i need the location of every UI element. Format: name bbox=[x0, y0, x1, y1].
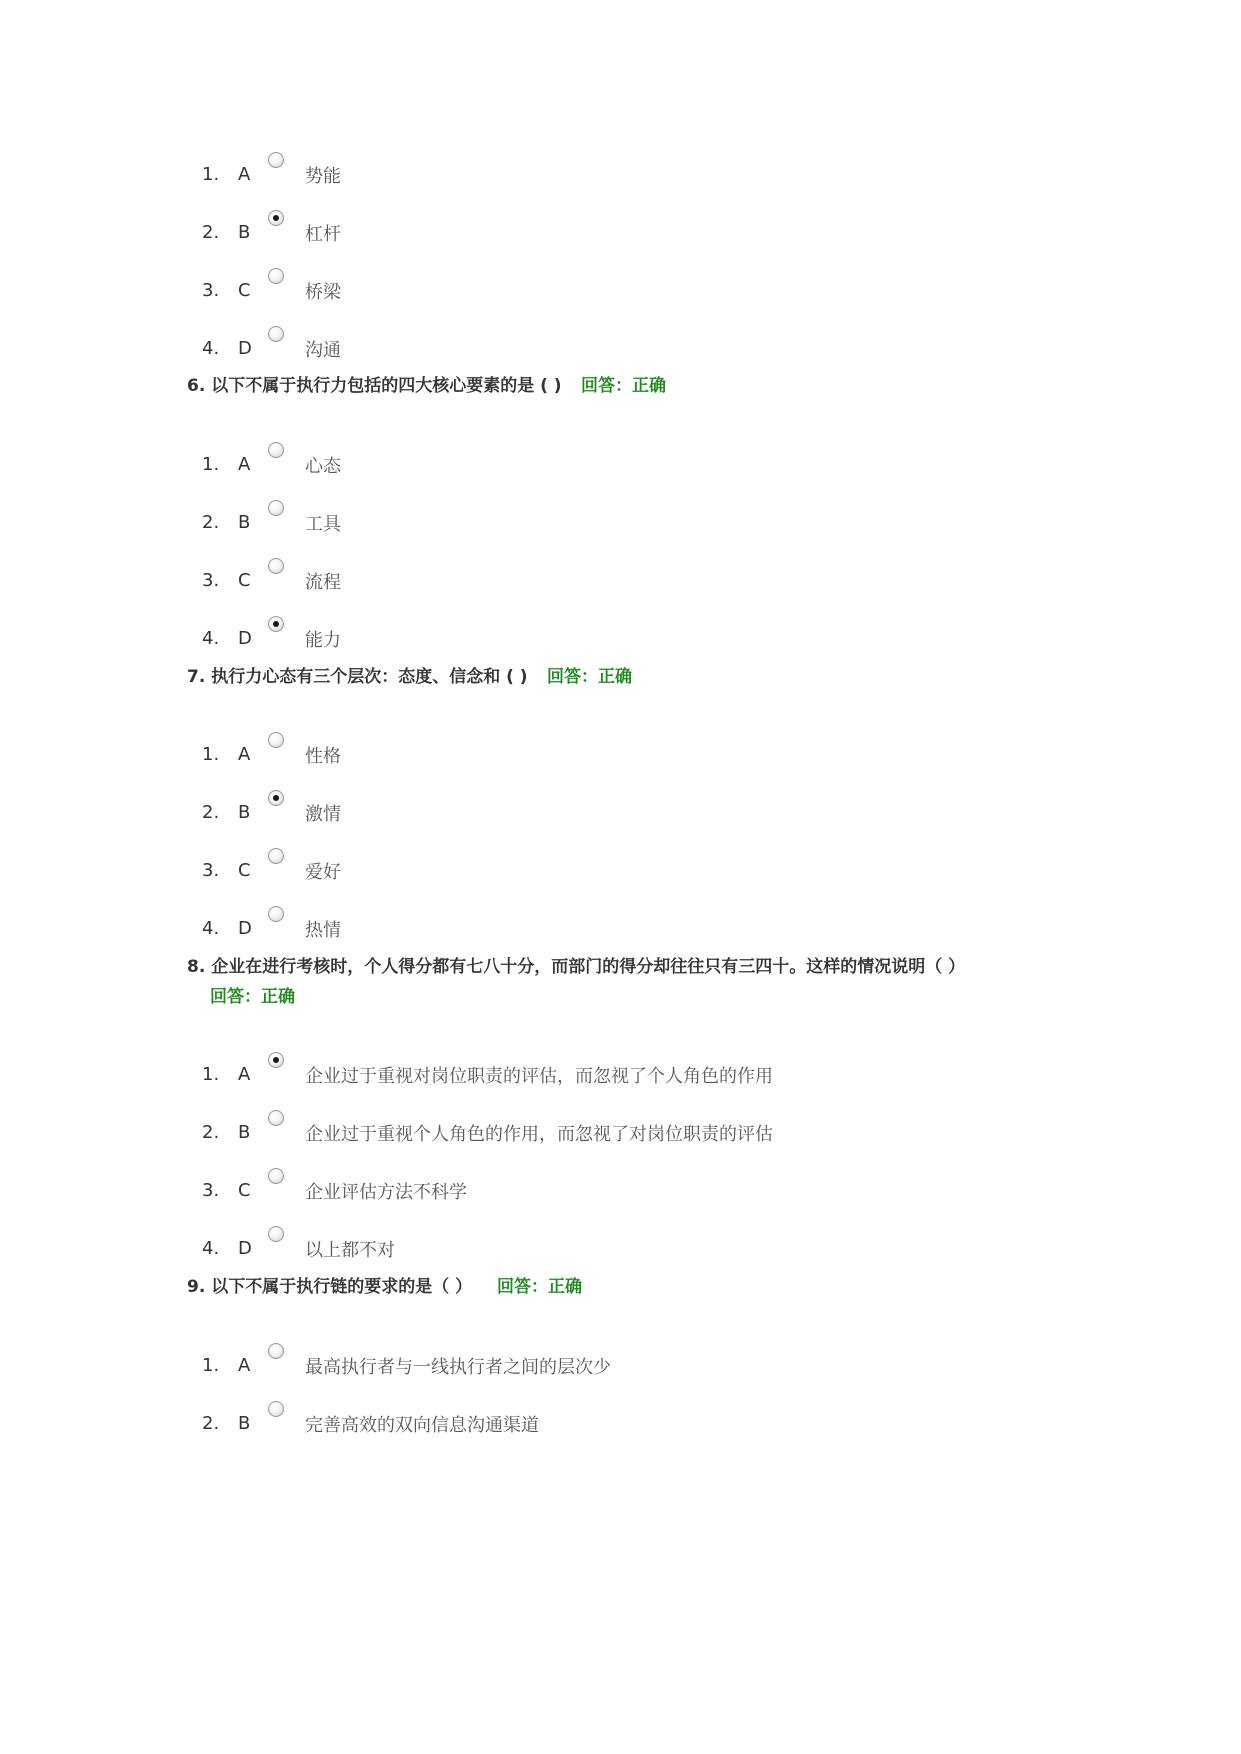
option-q6-b[interactable] bbox=[202, 508, 962, 538]
radio-button[interactable] bbox=[268, 442, 284, 458]
option-text: 工具 bbox=[305, 514, 341, 535]
option-text: 沟通 bbox=[305, 340, 341, 361]
option-number: 2. bbox=[202, 512, 220, 533]
option-text: 完善高效的双向信息沟通渠道 bbox=[305, 1415, 539, 1436]
option-number: 1. bbox=[202, 164, 220, 185]
option-letter: A bbox=[238, 1355, 251, 1376]
option-q7-b[interactable] bbox=[202, 798, 962, 828]
option-letter: B bbox=[238, 1413, 251, 1434]
option-q6-d[interactable] bbox=[202, 624, 962, 654]
option-text: 热情 bbox=[305, 920, 341, 941]
answer-status: 回答：正确 bbox=[210, 987, 295, 1007]
option-text: 企业过于重视对岗位职责的评估，而忽视了个人角色的作用 bbox=[305, 1066, 773, 1087]
option-number: 1. bbox=[202, 744, 220, 765]
option-number: 1. bbox=[202, 1355, 220, 1376]
option-q6-c[interactable] bbox=[202, 566, 962, 596]
radio-button[interactable] bbox=[268, 152, 284, 168]
question-title: 6. 以下不属于执行力包括的四大核心要素的是 ( ) bbox=[187, 376, 562, 396]
question-title: 9. 以下不属于执行链的要求的是（ ） bbox=[187, 1277, 473, 1297]
radio-button[interactable] bbox=[268, 1110, 284, 1126]
option-text: 势能 bbox=[305, 166, 341, 187]
option-q9-a[interactable] bbox=[202, 1351, 962, 1381]
radio-button[interactable] bbox=[268, 210, 284, 226]
option-letter: D bbox=[238, 338, 252, 359]
option-number: 4. bbox=[202, 1238, 220, 1259]
option-q5-b[interactable] bbox=[202, 218, 962, 248]
option-q5-a[interactable] bbox=[202, 160, 962, 190]
option-number: 1. bbox=[202, 454, 220, 475]
radio-button[interactable] bbox=[268, 906, 284, 922]
option-text: 性格 bbox=[305, 746, 341, 767]
option-letter: C bbox=[238, 1180, 251, 1201]
answer-status: 回答：正确 bbox=[581, 376, 666, 396]
radio-button[interactable] bbox=[268, 268, 284, 284]
option-number: 4. bbox=[202, 338, 220, 359]
option-text: 激情 bbox=[305, 804, 341, 825]
radio-button[interactable] bbox=[268, 1343, 284, 1359]
radio-button[interactable] bbox=[268, 1226, 284, 1242]
question-title: 7. 执行力心态有三个层次：态度、信念和 ( ) bbox=[187, 667, 528, 687]
radio-button[interactable] bbox=[268, 1401, 284, 1417]
option-text: 心态 bbox=[305, 456, 341, 477]
option-letter: D bbox=[238, 1238, 252, 1259]
option-number: 4. bbox=[202, 918, 220, 939]
option-text: 桥梁 bbox=[305, 282, 341, 303]
option-q8-d[interactable] bbox=[202, 1234, 962, 1264]
option-letter: D bbox=[238, 628, 252, 649]
option-number: 1. bbox=[202, 1064, 220, 1085]
option-text: 企业过于重视个人角色的作用，而忽视了对岗位职责的评估 bbox=[305, 1124, 773, 1145]
option-q6-a[interactable] bbox=[202, 450, 962, 480]
radio-button[interactable] bbox=[268, 732, 284, 748]
option-letter: A bbox=[238, 744, 251, 765]
option-number: 3. bbox=[202, 570, 220, 591]
option-q8-a[interactable] bbox=[202, 1060, 962, 1090]
option-number: 2. bbox=[202, 1122, 220, 1143]
radio-button[interactable] bbox=[268, 326, 284, 342]
option-q7-c[interactable] bbox=[202, 856, 962, 886]
radio-button[interactable] bbox=[268, 848, 284, 864]
option-text: 最高执行者与一线执行者之间的层次少 bbox=[305, 1357, 611, 1378]
option-q5-d[interactable] bbox=[202, 334, 962, 364]
option-number: 3. bbox=[202, 860, 220, 881]
question-title: 8. 企业在进行考核时，个人得分都有七八十分，而部门的得分却往往只有三四十。这样的情况说明（ ） bbox=[187, 957, 966, 977]
radio-button[interactable] bbox=[268, 558, 284, 574]
option-text: 企业评估方法不科学 bbox=[305, 1182, 467, 1203]
option-text: 以上都不对 bbox=[305, 1240, 395, 1261]
option-letter: A bbox=[238, 1064, 251, 1085]
option-number: 3. bbox=[202, 280, 220, 301]
radio-button[interactable] bbox=[268, 1168, 284, 1184]
option-letter: B bbox=[238, 512, 251, 533]
option-text: 爱好 bbox=[305, 862, 341, 883]
option-number: 2. bbox=[202, 222, 220, 243]
option-q7-d[interactable] bbox=[202, 914, 962, 944]
option-number: 3. bbox=[202, 1180, 220, 1201]
option-number: 2. bbox=[202, 802, 220, 823]
radio-button[interactable] bbox=[268, 616, 284, 632]
option-number: 2. bbox=[202, 1413, 220, 1434]
option-letter: A bbox=[238, 164, 251, 185]
option-text: 流程 bbox=[305, 572, 341, 593]
option-letter: C bbox=[238, 280, 251, 301]
option-q9-b[interactable] bbox=[202, 1409, 962, 1439]
option-letter: B bbox=[238, 222, 251, 243]
option-text: 杠杆 bbox=[305, 224, 341, 245]
option-letter: A bbox=[238, 454, 251, 475]
option-letter: C bbox=[238, 570, 251, 591]
option-letter: B bbox=[238, 802, 251, 823]
option-q8-c[interactable] bbox=[202, 1176, 962, 1206]
answer-status: 回答：正确 bbox=[547, 667, 632, 687]
option-letter: D bbox=[238, 918, 252, 939]
option-number: 4. bbox=[202, 628, 220, 649]
option-text: 能力 bbox=[305, 630, 341, 651]
radio-button[interactable] bbox=[268, 500, 284, 516]
radio-button[interactable] bbox=[268, 790, 284, 806]
answer-status: 回答：正确 bbox=[497, 1277, 582, 1297]
option-letter: C bbox=[238, 860, 251, 881]
option-q8-b[interactable] bbox=[202, 1118, 962, 1148]
option-q7-a[interactable] bbox=[202, 740, 962, 770]
option-q5-c[interactable] bbox=[202, 276, 962, 306]
radio-button[interactable] bbox=[268, 1052, 284, 1068]
option-letter: B bbox=[238, 1122, 251, 1143]
